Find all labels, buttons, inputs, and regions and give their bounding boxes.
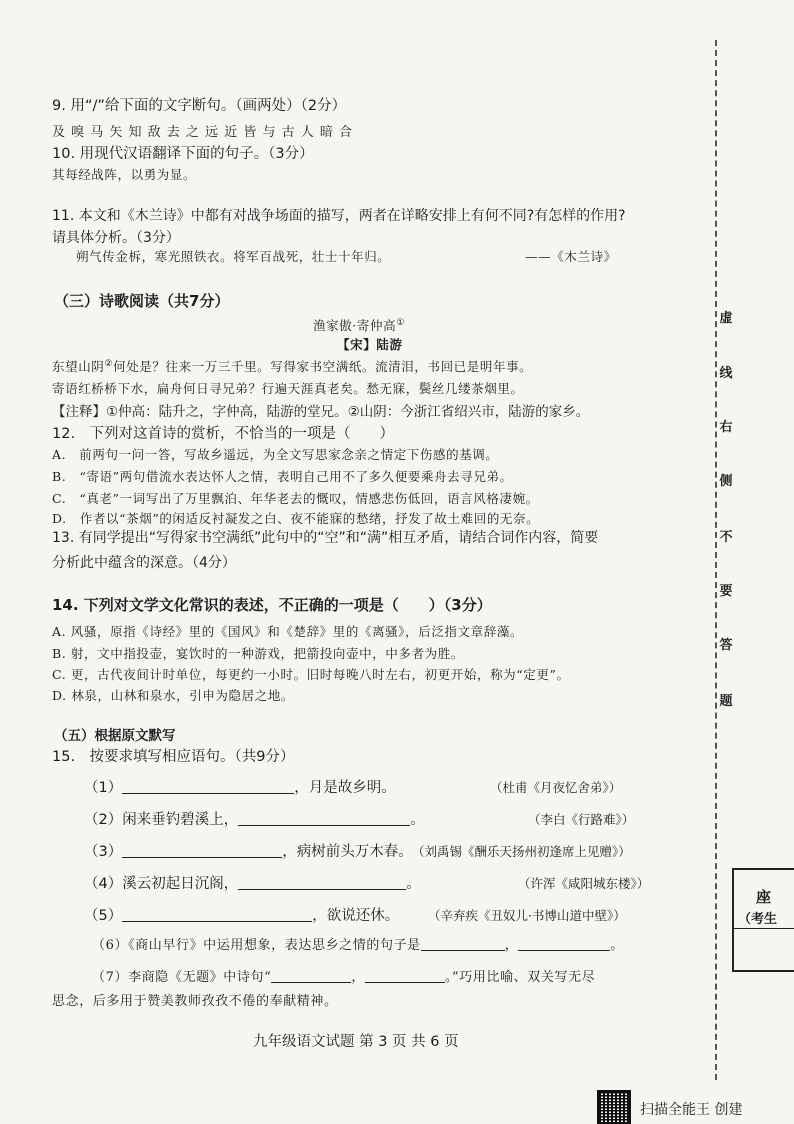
q15-item-2-before: 闲来垂钓碧溪上， — [122, 812, 239, 828]
section5-heading: （五）根据原文默写 — [54, 728, 176, 744]
poem-line1-mark: ② — [104, 358, 114, 369]
q9-text: 及 嗅 马 矢 知 敌 去 之 远 近 皆 与 古 人 暗 合 — [52, 125, 353, 140]
margin-char-7: 答 — [718, 634, 734, 653]
q15-item-7-line2: 思念，后多用于赞美教师孜孜不倦的奉献精神。 — [52, 994, 338, 1009]
q15-item-7-blank-2[interactable] — [365, 968, 445, 983]
margin-char-6: 要 — [718, 580, 734, 599]
q15-item-3-source: （刘禹锡《酬乐天扬州初逢席上见赠》） — [412, 844, 631, 859]
q13-line2: 分析此中蕴含的深意。（4分） — [52, 555, 236, 571]
seat-label: （考生 — [738, 912, 778, 927]
q15-item-7-blank-1[interactable] — [271, 968, 351, 983]
q10-text: 其每经战阵，以勇为显。 — [52, 167, 197, 182]
q14-option-a: A. 风骚，原指《诗经》里的《国风》和《楚辞》里的《离骚》，后泛指文章辞藻。 — [52, 624, 524, 639]
poem-note: 【注释】①仲高：陆升之，字仲高，陆游的堂兄。②山阴：今浙江省绍兴市，陆游的家乡。 — [52, 404, 590, 420]
poem-line2: 寄语红桥桥下水，扁舟何日寻兄弟？行遍天涯真老矣。愁无寐，鬓丝几缕茶烟里。 — [52, 381, 524, 396]
q15-item-6: （6）《商山早行》中运用想象，表达思乡之情的句子是 ， 。 — [92, 938, 624, 953]
q15-item-3-blank[interactable] — [122, 843, 282, 858]
poem-title-text: 渔家傲·寄仲高 — [313, 318, 397, 333]
q15-item-4-after: 。 — [406, 876, 421, 892]
margin-char-3: 右 — [718, 416, 734, 435]
q15-item-5-source: （辛弃疾《丑奴儿·书博山道中壁》） — [428, 908, 626, 923]
q15-item-2-blank[interactable] — [238, 811, 410, 826]
margin-char-8: 题 — [718, 690, 734, 709]
q14-option-b: B. 射，文中指投壶，宴饮时的一种游戏，把箭投向壶中，中多者为胜。 — [52, 646, 464, 661]
q9-title: 9. 用“/”给下面的文字断句。（画两处）（2分） — [52, 98, 347, 114]
q15-item-2 — [84, 808, 425, 829]
q15-item-3-after: ，病树前头万木春。 — [282, 844, 413, 860]
q15-item-3 — [84, 840, 413, 861]
q15-title: 15. 按要求填写相应语句。（共9分） — [52, 749, 295, 765]
q15-item-4-before: 溪云初起日沉阁， — [122, 876, 239, 892]
q12-option-d: D. 作者以“茶烟”的闲适反衬凝发之白、夜不能寐的愁绪，抒发了故土难回的无奈。 — [52, 511, 540, 526]
q15-item-1-source: （杜甫《月夜忆舍弟》） — [490, 780, 622, 795]
q15-item-5 — [84, 904, 399, 925]
margin-char-5: 不 — [718, 526, 734, 545]
q10-title: 10. 用现代汉语翻译下面的句子。（3分） — [52, 146, 314, 162]
poem-author: 【宋】陆游 — [337, 337, 403, 352]
margin-char-1: 虚 — [718, 307, 734, 326]
q15-item-7-b: 。”巧用比喻、双关写无尽 — [444, 970, 596, 985]
poem-title — [313, 316, 405, 334]
q14-title: 14. 下列对文学文化常识的表述，不正确的一项是（ ）（3分） — [52, 596, 492, 614]
q15-item-6-blank-1[interactable] — [421, 936, 505, 951]
q15-item-5-after: ，欲说还休。 — [312, 908, 400, 924]
poem-line1 — [52, 357, 532, 375]
q12-option-a: A. 前两句一问一答，写故乡遥远，为全文写思家念亲之情定下伤感的基调。 — [52, 447, 499, 462]
qr-code-icon — [597, 1090, 631, 1124]
page-footer: 九年级语文试题 第 3 页 共 6 页 — [253, 1034, 459, 1050]
q15-item-6-blank-2[interactable] — [518, 936, 610, 951]
q14-option-d: D. 林泉，山林和泉水，引申为隐居之地。 — [52, 688, 295, 703]
q15-item-2-after: 。 — [410, 812, 425, 828]
poem-line1-b: 何处是？往来一万三千里。写得家书空满纸。流清泪，书回已是明年事。 — [113, 359, 533, 374]
poem-line1-a: 东望山阴 — [52, 359, 105, 374]
q15-item-1-after: ，月是故乡明。 — [294, 780, 396, 796]
scanner-watermark: 扫描全能王 创建 — [640, 1102, 743, 1118]
q15-item-5-num: （5） — [84, 908, 123, 924]
q15-item-7-a: （7）李商隐《无题》中诗句“ — [92, 970, 272, 985]
q15-item-3-num: （3） — [84, 844, 123, 860]
q12-option-c: C. “真老”一词写出了万里飘泊、年华老去的慨叹，情感悲伤低回，语言风格凄婉。 — [52, 491, 539, 506]
q11-quote-source: ——《木兰诗》 — [525, 249, 617, 264]
q14-option-c: C. 更，古代夜间计时单位，每更约一小时。旧时每晚八时左右，初更开始，称为“定更”。 — [52, 667, 570, 682]
q15-item-2-source: （李白《行路难》） — [528, 812, 635, 827]
cut-line — [715, 40, 717, 1080]
q15-item-4-source: （许浑《咸阳城东楼》） — [518, 876, 650, 891]
q15-item-5-blank[interactable] — [122, 907, 312, 922]
q11-line2: 请具体分析。（3分） — [52, 230, 180, 246]
seat-char: 座 — [756, 888, 772, 906]
q15-item-4-blank[interactable] — [238, 875, 406, 890]
seat-number-box — [732, 868, 794, 972]
q12-option-b: B. “寄语”两句借流水表达怀人之情，表明自己用不了多久便要乘舟去寻兄弟。 — [52, 469, 513, 484]
margin-char-2: 线 — [718, 362, 734, 381]
q15-item-1-blank[interactable] — [122, 779, 294, 794]
margin-char-4: 侧 — [718, 470, 734, 489]
poem-title-mark: ① — [396, 317, 405, 328]
q12-title: 12. 下列对这首诗的赏析，不恰当的一项是（ ） — [52, 426, 395, 442]
q11-line1: 11. 本文和《木兰诗》中都有对战争场面的描写，两者在详略安排上有何不同?有怎样的作用? — [52, 208, 626, 224]
q15-item-4 — [84, 872, 421, 893]
q15-item-6-text: （6）《商山早行》中运用想象，表达思乡之情的句子是 — [92, 938, 421, 953]
section3-heading: （三）诗歌阅读（共7分） — [54, 292, 230, 310]
q15-item-7: （7）李商隐《无题》中诗句“ ， 。”巧用比喻、双关写无尽 — [92, 970, 596, 985]
q15-item-1 — [84, 776, 396, 797]
q13-line1: 13. 有同学提出“写得家书空满纸”此句中的“空”和“满”相互矛盾，请结合词作内容，简要 — [52, 530, 599, 546]
q15-item-1-num: （1） — [84, 780, 123, 796]
seat-divider — [734, 928, 794, 929]
q15-item-2-num: （2） — [84, 812, 123, 828]
q11-quote: 朔气传金柝，寒光照铁衣。将军百战死，壮士十年归。 — [76, 249, 391, 264]
q15-item-4-num: （4） — [84, 876, 123, 892]
